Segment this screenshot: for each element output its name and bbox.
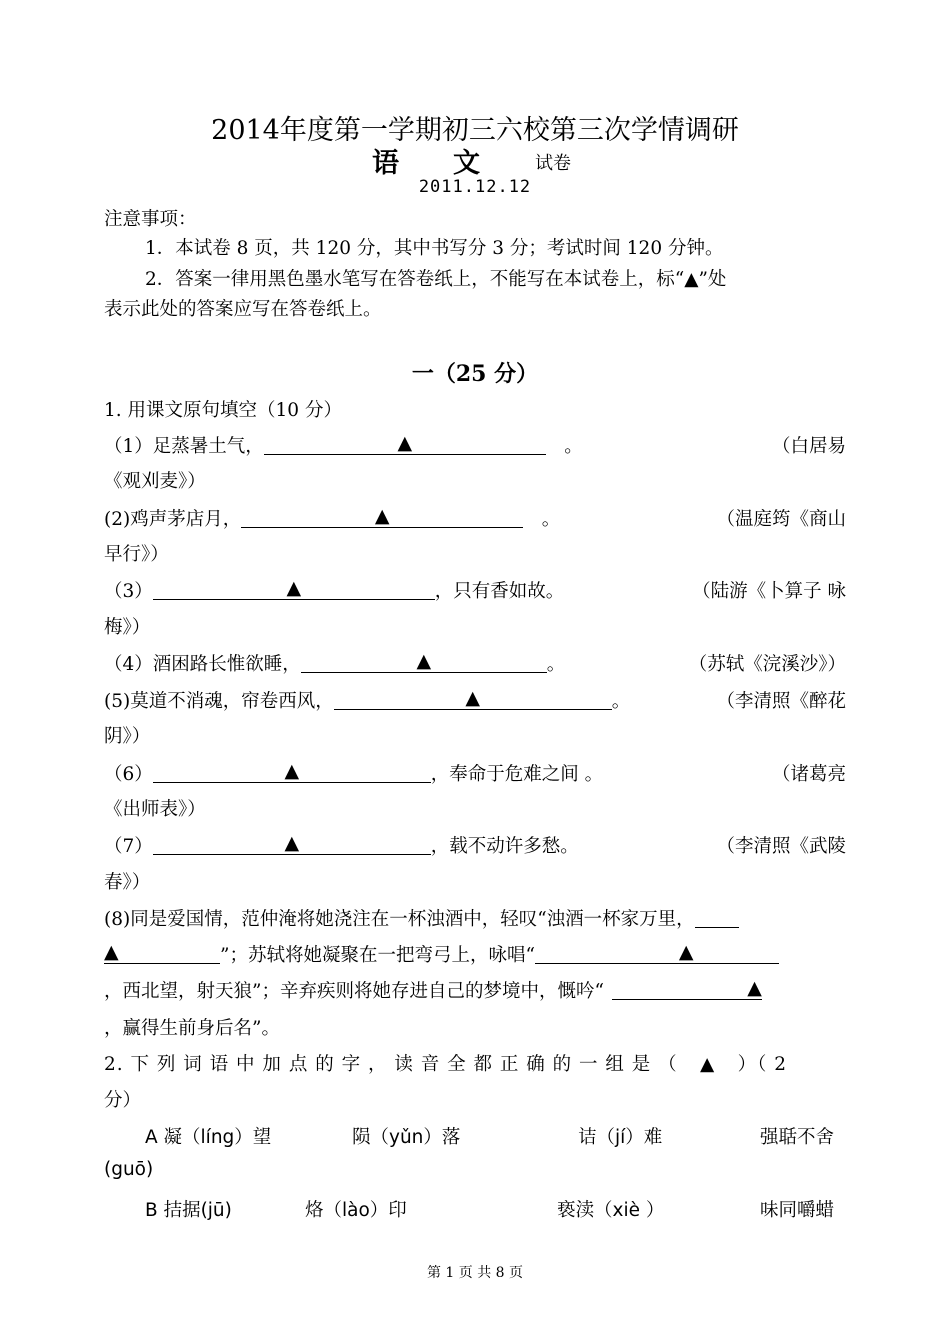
triangle-mark-icon: ▲: [284, 760, 300, 782]
q2-option-a-4: 强聒不舍: [760, 1127, 835, 1148]
answer-blank: [301, 650, 547, 673]
exam-date: 2011.12.12: [418, 177, 532, 197]
answer-blank: [334, 687, 612, 710]
triangle-mark-icon: ▲: [678, 941, 694, 963]
q1-item-6-source: （诸葛亮: [771, 764, 846, 785]
page-footer: 第 1 页 共 8 页: [426, 1265, 524, 1281]
answer-blank: [153, 760, 431, 783]
q2-stem-line-2: 分）: [104, 1090, 142, 1111]
q1-item-4-source: （苏轼《浣溪沙》）: [688, 654, 846, 675]
answer-blank: [241, 505, 523, 528]
q1-item-5: [104, 687, 630, 713]
triangle-mark-icon: ▲: [416, 650, 432, 672]
q1-item-1-prefix: （1）足蒸暑土气，: [104, 436, 264, 457]
q1-stem: 1. 用课文原句填空（10 分）: [104, 400, 342, 421]
q1-item-7-prefix: （7）: [104, 836, 153, 857]
answer-blank: [264, 432, 546, 455]
q1-item-2-source-cont: 早行》）: [104, 544, 169, 565]
q2-stem-text: 2. 下 列 词 语 中 加 点 的 字 ， 读 音 全 都 正 确 的 一 组 是 （: [104, 1054, 678, 1075]
triangle-mark-icon: ▲: [465, 687, 481, 709]
answer-blank: [104, 941, 220, 964]
q2-stem-score: ）（ 2: [737, 1054, 788, 1075]
q1-item-1: [104, 432, 583, 458]
triangle-mark-icon: ▲: [747, 977, 762, 999]
q2-option-a-2: 陨（yǔn）落: [352, 1127, 461, 1148]
q1-item-1-suffix: 。: [545, 436, 583, 457]
q2-option-b-4: 味同嚼蜡: [760, 1200, 835, 1221]
q2-option-a-1: A 凝（líng）望: [145, 1127, 272, 1148]
q1-item-6-suffix: ，奉命于危难之间 。: [430, 764, 604, 785]
q1-item-8-line-2: [104, 941, 779, 967]
q1-item-6: [104, 760, 603, 786]
q1-item-6-prefix: （6）: [104, 764, 153, 785]
q1-item-4-prefix: （4）酒困路长惟欲睡，: [104, 654, 301, 675]
notice-item-1: 1．本试卷 8 页，共 120 分，其中书写分 3 分；考试时间 120 分钟。: [145, 238, 724, 259]
q2-option-b-1: B 拮据(jū): [145, 1200, 232, 1221]
exam-title: 2014年度第一学期初三六校第三次学情调研: [211, 115, 739, 146]
q1-item-5-source-cont: 阴》）: [104, 726, 151, 747]
notice-item-2-line-2: 表示此处的答案应写在答卷纸上。: [104, 299, 382, 320]
triangle-mark-icon: ▲: [284, 832, 300, 854]
subject-suffix: 试卷: [535, 153, 571, 174]
section-title: 一（25 分）: [411, 361, 539, 387]
q1-item-5-prefix: (5)莫道不消魂，帘卷西风，: [104, 691, 334, 712]
answer-blank: [153, 577, 435, 600]
q1-item-1-source: （白居易: [771, 436, 846, 457]
triangle-mark-icon: ▲: [397, 432, 413, 454]
q1-item-7-suffix: ，载不动许多愁。: [430, 836, 579, 857]
notice-heading: 注意事项：: [104, 209, 197, 230]
q2-option-b-2: 烙（lào）印: [305, 1200, 407, 1221]
answer-blank: [695, 905, 739, 928]
q2-option-a-3: 诘（jí）难: [578, 1127, 663, 1148]
q1-item-2-source: （温庭筠《商山: [716, 509, 846, 530]
q1-item-1-source-cont: 《观刈麦》）: [104, 471, 206, 492]
q2-stem: [104, 1050, 787, 1076]
q1-item-3-source-cont: 梅》）: [104, 617, 151, 638]
q1-item-7-source-cont: 春》）: [104, 872, 151, 893]
q2-option-b-3: 亵渎（xiè ）: [557, 1200, 665, 1221]
notice-item-2-line-1: 2．答案一律用黑色墨水笔写在答卷纸上，不能写在本试卷上，标“▲”处: [145, 269, 727, 290]
q1-item-8-text-2: ”；苏轼将她凝聚在一把弯弓上，咏唱“: [220, 945, 535, 966]
triangle-mark-icon: ▲: [700, 1054, 716, 1075]
q1-item-3-suffix: ，只有香如故。: [434, 581, 565, 602]
q1-item-3-source: （陆游《卜算子 咏: [692, 581, 846, 602]
q1-item-8-line-4: ，赢得生前身后名”。: [104, 1018, 280, 1039]
q1-item-2-prefix: (2)鸡声茅店月，: [104, 509, 242, 530]
answer-blank: [612, 977, 762, 1000]
q1-item-3: [104, 577, 564, 603]
q1-item-8-line-3: [104, 977, 762, 1003]
q1-item-8-text-1: (8)同是爱国情，范仲淹将她浇注在一杯浊酒中，轻叹“浊酒一杯家万里，: [104, 909, 695, 930]
triangle-mark-icon: ▲: [286, 577, 302, 599]
q1-item-4: [104, 650, 565, 676]
subject-name: 语 文: [372, 148, 480, 179]
q1-item-2: [104, 505, 560, 531]
q1-item-2-suffix: 。: [523, 509, 561, 530]
q1-item-7-source: （李清照《武陵: [716, 836, 846, 857]
q1-item-7: [104, 832, 579, 858]
q1-item-8-line-1: [104, 905, 739, 931]
q1-item-4-suffix: 。: [546, 654, 566, 675]
triangle-mark-icon: ▲: [104, 941, 119, 963]
q1-item-5-source: （李清照《醉花: [716, 691, 846, 712]
q1-item-8-text-3: ，西北望，射天狼”；辛弃疾则将她存进自己的梦境中，慨吟“: [104, 981, 604, 1002]
q1-item-3-prefix: （3）: [104, 581, 153, 602]
triangle-mark-icon: ▲: [374, 505, 390, 527]
answer-blank: [535, 941, 779, 964]
q2-option-a-tail: (guō): [104, 1159, 154, 1180]
q1-item-5-suffix: 。: [611, 691, 631, 712]
answer-blank: [153, 832, 431, 855]
q1-item-6-source-cont: 《出师表》）: [104, 799, 206, 820]
